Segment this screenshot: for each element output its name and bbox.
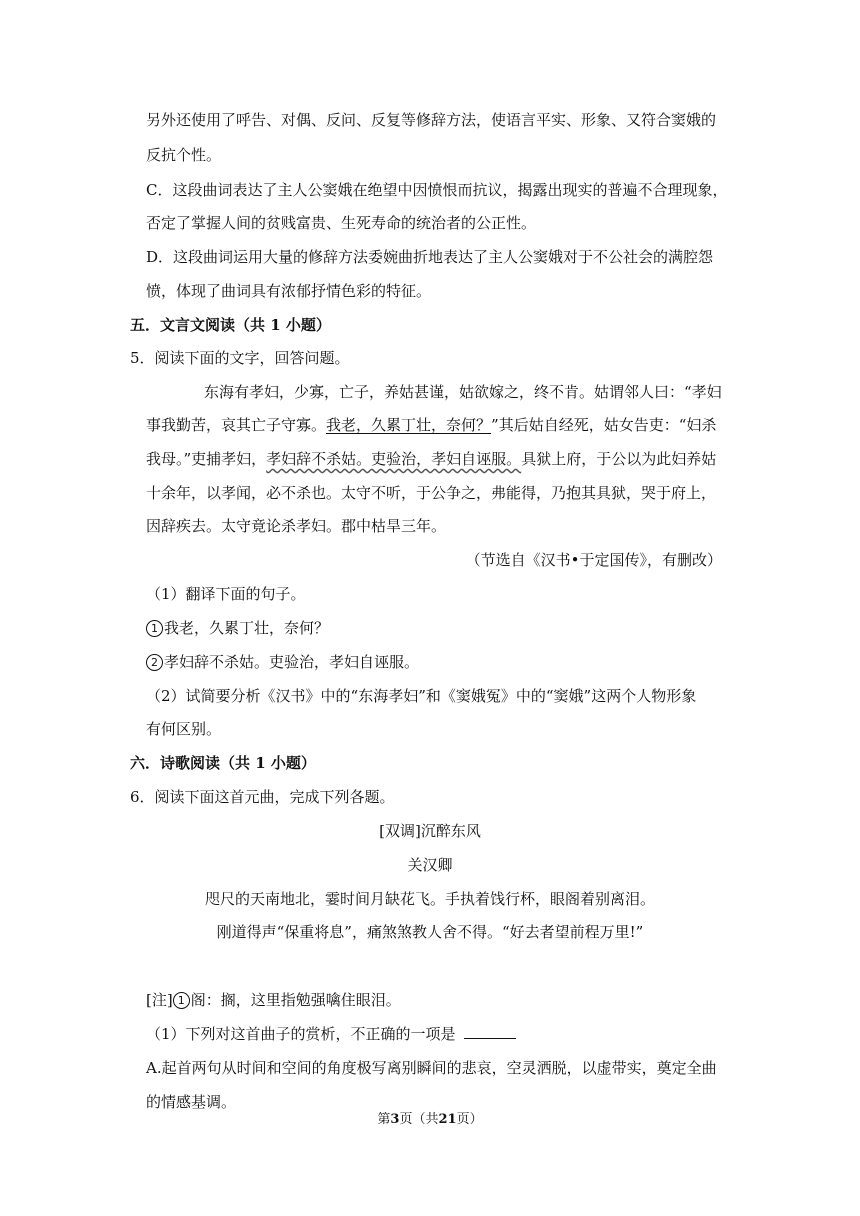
poem-note — [146, 990, 401, 1010]
option-d-line: D．这段曲词运用大量的修辞方法委婉曲折地表达了主人公窦娥对于不公社会的满腔怨 — [146, 248, 714, 266]
question-5-2-line: 有何区别。 — [146, 720, 222, 738]
passage-line: 十余年，以孝闻，必不杀也。太守不听，于公争之，弗能得，乃抱其具狱，哭于府上， — [146, 484, 717, 502]
translation-sentence: 我老，久累丁壮，奈何？ — [164, 619, 330, 637]
footer-text: 页） — [456, 1112, 483, 1127]
translation-item-1 — [146, 618, 329, 638]
page-footer — [0, 1110, 860, 1130]
passage-text: ”其后姑自经死，姑女告吏：“妇杀 — [491, 416, 717, 434]
footer-text: 页（共 — [399, 1112, 439, 1127]
circled-number: 1 — [146, 620, 163, 637]
question-5-1: （1）翻译下面的句子。 — [146, 585, 306, 603]
passage-line — [146, 449, 716, 469]
note-prefix: [注] — [146, 991, 173, 1009]
footer-text: 第 — [377, 1112, 391, 1127]
passage-text: 我母。”吏捕孝妇， — [146, 450, 267, 468]
passage-source: （节选自《汉书•于定国传》，有删改） — [465, 551, 722, 569]
passage-text: 具狱上府，于公以为此妇养姑 — [521, 450, 717, 468]
answer-blank[interactable] — [464, 1024, 516, 1039]
question-text: （1）下列对这首曲子的赏析，不正确的一项是 — [146, 1025, 456, 1043]
page-number: 3 — [390, 1112, 400, 1127]
passage-line: 东海有孝妇，少寡，亡子，养姑甚谨，姑欲嫁之，终不肯。姑谓邻人曰：“孝妇 — [204, 383, 722, 401]
circled-number: 2 — [146, 654, 163, 671]
question-5-prompt: 5．阅读下面的文字，回答问题。 — [130, 349, 350, 367]
total-pages: 21 — [438, 1112, 457, 1127]
poem-line: 咫尺的天南地北，霎时间月缺花飞。手执着饯行杯，眼阁着别离泪。 — [204, 890, 655, 908]
section-6-heading: 六．诗歌阅读（共 1 小题） — [130, 754, 316, 772]
passage-line — [146, 415, 716, 435]
question-5-2-line: （2）试简要分析《汉书》中的“东海孝妇”和《窦娥冤》中的“窦娥”这两个人物形象 — [146, 687, 697, 705]
note-text: 阁：搁，这里指勉强噙住眼泪。 — [190, 991, 401, 1009]
option-c-line: C．这段曲词表达了主人公窦娥在绝望中因愤恨而抗议，揭露出现实的普遍不合理现象， — [146, 181, 728, 199]
option-a-line: 的情感基调。 — [146, 1093, 237, 1111]
poem-line: 刚道得声“保重将息”，痛煞煞教人舍不得。“好去者望前程万里!” — [216, 923, 644, 941]
underlined-sentence-1: 我老，久累丁壮，奈何？ — [326, 416, 492, 434]
option-d-line: 愤，体现了曲词具有浓郁抒情色彩的特征。 — [146, 282, 432, 300]
option-b-continuation-line: 另外还使用了呼告、对偶、反问、反复等修辞方法，使语言平实、形象、又符合窦娥的 — [146, 111, 717, 129]
option-c-line: 否定了掌握人间的贫贱富贵、生死寿命的统治者的公正性。 — [146, 214, 537, 232]
question-6-prompt: 6．阅读下面这首元曲，完成下列各题。 — [130, 788, 395, 806]
option-a-line: A.起首两句从时间和空间的角度极写离别瞬间的悲哀，空灵洒脱，以虚带实，奠定全曲 — [146, 1059, 717, 1077]
option-b-continuation-line: 反抗个性。 — [146, 146, 222, 164]
underlined-sentence-2: 孝妇辞不杀姑。吏验治，孝妇自诬服。 — [266, 450, 522, 468]
section-5-heading: 五．文言文阅读（共 1 小题） — [130, 316, 331, 334]
translation-sentence: 孝妇辞不杀姑。吏验治，孝妇自诬服。 — [164, 653, 420, 671]
passage-text: 事我勤苦，哀其亡子守寡。 — [146, 416, 327, 434]
poem-title: [双调]沉醉东风 — [379, 822, 481, 840]
poem-author: 关汉卿 — [407, 856, 453, 874]
passage-line: 因辞疾去。太守竟论杀孝妇。郡中枯旱三年。 — [146, 517, 447, 535]
question-6-1 — [146, 1024, 516, 1044]
circled-number: 1 — [173, 992, 190, 1009]
translation-item-2 — [146, 652, 419, 672]
